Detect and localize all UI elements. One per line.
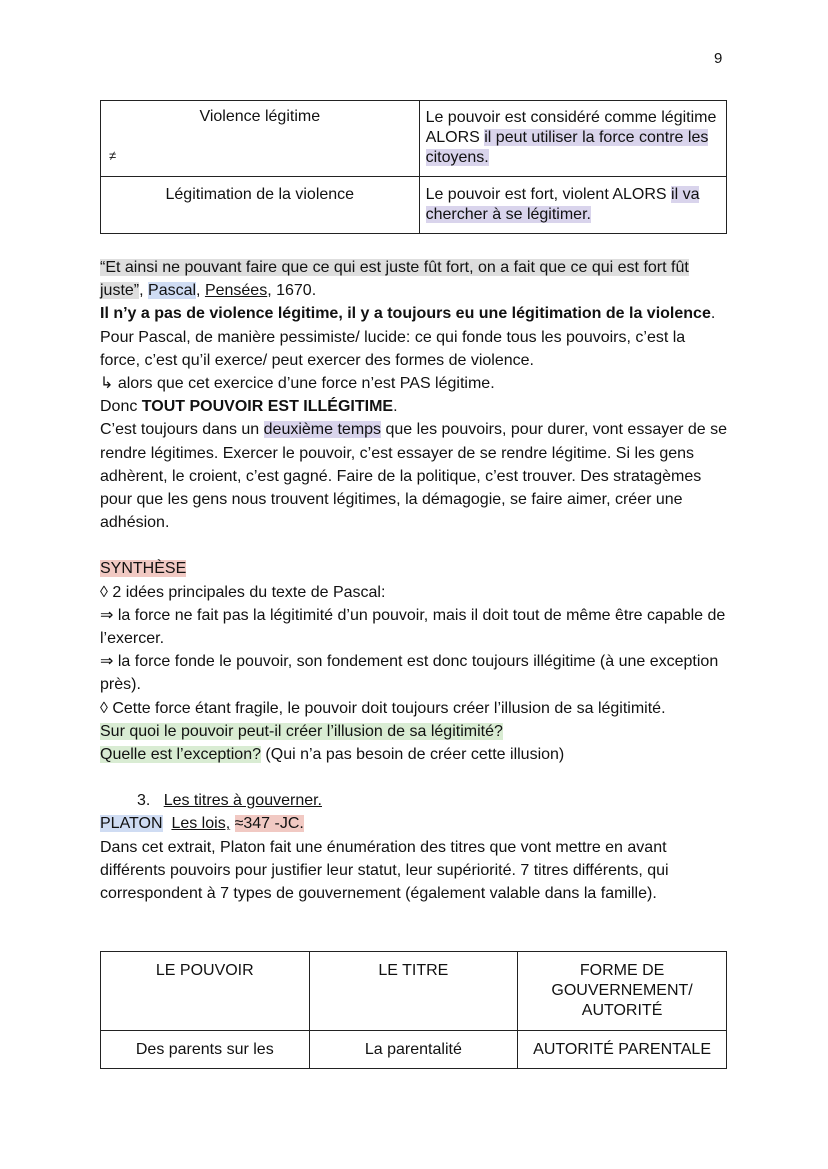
table-header-row [101, 952, 727, 1031]
synthese-line: ◊ 2 idées principales du texte de Pascal: [100, 583, 386, 601]
cell-text: Le pouvoir est fort, violent ALORS [425, 186, 672, 203]
table-row [101, 177, 727, 234]
section-title: Les titres à gouverner. [163, 792, 322, 810]
statement-text: Il n’y a pas de violence légitime, il y a toujours eu une légitimation de la violence [100, 305, 711, 323]
header-cell: LE POUVOIR [101, 952, 310, 1031]
arrow-line: ↳ alors que cet exercice d’une force n’est PAS légitime. [100, 375, 495, 393]
table-cell: Des parents sur les [101, 1031, 310, 1069]
platon-work: Les lois, [171, 815, 231, 833]
cell-label: Violence légitime [199, 108, 321, 125]
section-heading [137, 789, 728, 812]
quote-author: Pascal [148, 282, 197, 300]
question-rest: (Qui n’a pas besoin de créer cette illusion) [260, 746, 565, 764]
donc-line [100, 395, 728, 418]
text: C’est toujours dans un [100, 421, 264, 439]
donc-prefix: Donc [100, 398, 142, 416]
pascal-quote [100, 256, 728, 302]
deuxieme-paragraph [100, 418, 728, 534]
statement-period: . [710, 305, 716, 323]
table-cell: La parentalité [309, 1031, 518, 1069]
platon-reference [100, 812, 728, 835]
cell-label: Légitimation de la violence [165, 186, 355, 203]
section-number: 3. [137, 792, 151, 810]
cell-highlight: il peut utiliser la force contre les citoyens. [425, 129, 709, 166]
highlight: deuxième temps [263, 421, 382, 439]
separator: , [196, 282, 205, 300]
platon-section [100, 789, 728, 905]
text: que les pouvoirs, pour durer, vont essayer de se rendre légitimes. Exercer le pouvoir, c’est essayer de se rendre légitime. Si les gens adhèrent, le croient, c’est gagné. Faire de la politique, c’est trouver. Des stratagèmes pour que les gens nous trouvent légitimes, la démagogie, se faire aimer, créer une adhésion. [100, 421, 728, 532]
synthese-line: ⇒ la force fonde le pouvoir, son fondement est donc toujours illégitime (à une exception près). [100, 653, 719, 694]
header-cell: LE TITRE [309, 952, 518, 1031]
titles-table [100, 951, 727, 1069]
table-cell [101, 101, 420, 177]
table-row [101, 1031, 727, 1069]
separator: , [139, 282, 149, 300]
quote-year: , 1670. [267, 282, 317, 300]
page-number: 9 [714, 50, 723, 67]
not-equal-marker: ≠ [109, 148, 117, 163]
quote-text: “Et ainsi ne pouvant faire que ce qui est juste fût fort, on a fait que ce qui est fort fût juste” [100, 259, 689, 300]
table-row [101, 101, 727, 177]
synthese-line: ◊ Cette force étant fragile, le pouvoir doit toujours créer l’illusion de sa légitimité. [100, 699, 666, 717]
synthese-line: ⇒ la force ne fait pas la légitimité d’un pouvoir, mais il doit tout de même être capable de l’exercer. [100, 606, 726, 648]
pascal-section [100, 256, 728, 534]
synthese-question: Sur quoi le pouvoir peut-il créer l’illusion de sa légitimité? [100, 722, 503, 740]
platon-text: Dans cet extrait, Platon fait une énumération des titres que vont mettre en avant différents pouvoirs pour justifier leur statut, leur supériorité. 7 titres différents, qui correspondent à 7 types de gouvernement (également valable dans la famille). [100, 838, 669, 903]
quote-work: Pensées [204, 282, 268, 300]
platon-author: PLATON [100, 815, 163, 833]
platon-date: ≈347 -JC. [234, 815, 304, 833]
cell-text: Le pouvoir est considéré comme légitime ALORS [425, 109, 717, 146]
synthese-question: Quelle est l’exception? [100, 746, 261, 764]
synthese-title: SYNTHÈSE [100, 560, 187, 578]
synthese-section [100, 557, 728, 766]
table-cell: AUTORITÉ PARENTALE [518, 1031, 727, 1069]
header-cell: FORME DE GOUVERNEMENT/ AUTORITÉ [518, 952, 727, 1031]
cell-highlight: il va chercher à se légitimer. [425, 186, 700, 223]
donc-suffix: . [393, 398, 398, 416]
table-cell [101, 177, 420, 234]
bold-statement [100, 302, 728, 325]
pascal-text: Pour Pascal, de manière pessimiste/ lucide: ce qui fonde tous les pouvoirs, c’est la force, c’est qu’il exerce/ peut exercer des formes de violence. [100, 328, 686, 369]
table-cell [419, 101, 726, 177]
page-content [100, 100, 728, 1069]
table-cell [419, 177, 726, 234]
donc-bold: TOUT POUVOIR EST ILLÉGITIME [141, 398, 394, 416]
violence-table [100, 100, 727, 234]
